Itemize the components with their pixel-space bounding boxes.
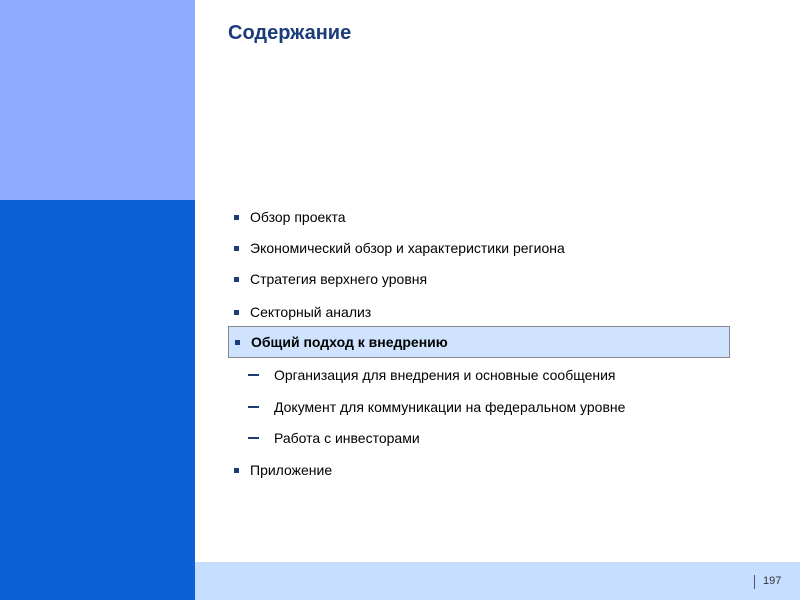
footer-bar bbox=[195, 562, 800, 600]
page-number: 197 bbox=[763, 575, 782, 587]
agenda-item-label: Обзор проекта bbox=[250, 209, 346, 225]
agenda-item-strategy[interactable] bbox=[228, 263, 730, 295]
bullet-icon bbox=[234, 215, 239, 220]
agenda-subitem-investors[interactable] bbox=[228, 422, 730, 454]
agenda-item-label: Экономический обзор и характеристики региона bbox=[250, 240, 565, 256]
agenda-item-label: Секторный анализ bbox=[250, 304, 372, 320]
bullet-icon bbox=[234, 277, 239, 282]
agenda-item-label: Стратегия верхнего уровня bbox=[250, 271, 428, 287]
bullet-icon bbox=[235, 340, 240, 345]
agenda-item-label: Организация для внедрения и основные сообщения bbox=[274, 367, 616, 383]
agenda-subitem-federal-communication[interactable] bbox=[228, 391, 730, 423]
agenda-item-sector-analysis[interactable] bbox=[228, 296, 730, 328]
agenda-subitem-organization[interactable] bbox=[228, 359, 730, 391]
left-accent-bottom bbox=[0, 200, 195, 600]
slide-title: Содержание bbox=[228, 22, 352, 44]
bullet-icon bbox=[234, 246, 239, 251]
bullet-icon bbox=[234, 310, 239, 315]
agenda-item-project-overview[interactable] bbox=[228, 201, 730, 233]
dash-icon bbox=[248, 437, 259, 439]
bullet-icon bbox=[234, 468, 239, 473]
agenda-item-implementation-approach[interactable] bbox=[228, 326, 730, 358]
left-accent-top bbox=[0, 0, 195, 200]
agenda-item-appendix[interactable] bbox=[228, 454, 730, 486]
agenda-item-label: Работа с инвесторами bbox=[274, 430, 420, 446]
dash-icon bbox=[248, 374, 259, 376]
agenda-item-label: Документ для коммуникации на федеральном уровне bbox=[274, 399, 626, 415]
agenda-item-label: Приложение bbox=[250, 462, 333, 478]
dash-icon bbox=[248, 406, 259, 408]
page-number-separator bbox=[754, 575, 755, 589]
agenda-item-label: Общий подход к внедрению bbox=[251, 334, 448, 350]
agenda-item-economic-overview[interactable] bbox=[228, 232, 730, 264]
